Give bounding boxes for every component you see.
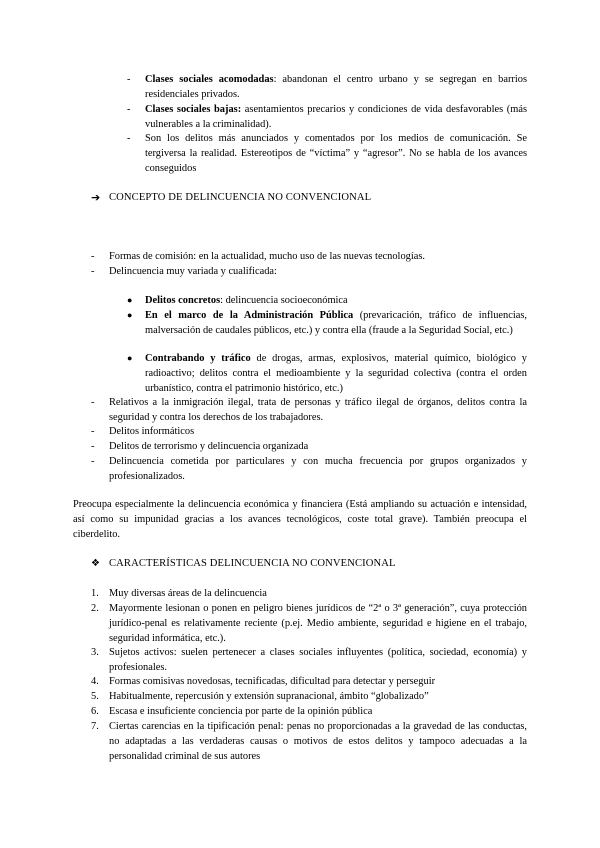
dash-marker: -	[91, 441, 95, 452]
list-item: Escasa e insuficiente conciencia por parte de la opinión pública	[109, 706, 373, 717]
list-item-text: : delincuencia socioeconómica	[220, 295, 348, 306]
list-item	[145, 72, 527, 102]
list-number: 7.	[91, 721, 99, 732]
list-item-bold: Delitos concretos	[145, 295, 221, 306]
list-item: Ciertas carencias en la tipificación penal: penas no proporcionadas a la gravedad de las conductas, no adaptadas a las verdaderas causas o motivos de estos delitos y tampoco adecuadas a la personalidad criminal de sus autores	[109, 721, 527, 762]
diamond-icon: ❖	[91, 558, 100, 569]
dash-marker: -	[91, 251, 95, 262]
bullet-icon: ●	[127, 353, 133, 363]
list-item: Delitos informáticos	[109, 426, 195, 437]
dash-marker: -	[127, 74, 131, 85]
list-item-text: : abandonan el centro urbano y se segregan en barrios residenciales privados.	[145, 74, 527, 100]
list-item	[145, 351, 527, 396]
list-item: Delincuencia cometida por particulares y con mucha frecuencia por grupos organizados y profesionalizados.	[109, 456, 527, 482]
list-number: 3.	[91, 647, 99, 658]
bullet-icon: ●	[127, 310, 133, 320]
section-heading: CARACTERÍSTICAS DELINCUENCIA NO CONVENCIONAL	[109, 558, 396, 569]
list-number: 4.	[91, 676, 99, 687]
dash-marker: -	[127, 104, 131, 115]
list-item	[145, 293, 527, 308]
list-item: Delitos de terrorismo y delincuencia organizada	[109, 441, 309, 452]
body-paragraph: Preocupa especialmente la delincuencia económica y financiera (Está ampliando su actuación e intensidad, así como su impunidad gracias a los avances tecnológicos, coste total grave). También preocupa el ciberdelito.	[73, 499, 527, 540]
list-item-text: asentamientos precarios y condiciones de vida desfavorables (más vulnerables a la criminalidad).	[145, 104, 527, 130]
dash-marker: -	[91, 456, 95, 467]
list-item: Habitualmente, repercusión y extensión supranacional, ámbito “globalizado”	[109, 691, 429, 702]
list-item: Delincuencia muy variada y cualificada:	[109, 266, 277, 277]
dash-marker: -	[91, 266, 95, 277]
list-item: Relativos a la inmigración ilegal, trata de personas y tráfico ilegal de órganos, delitos contra la seguridad y contra los derechos de los trabajadores.	[109, 397, 527, 423]
list-item-text: (prevaricación, tráfico de influencias, malversación de caudales públicos, etc.) y contra ella (fraude a la Seguridad Social, etc.)	[145, 310, 527, 336]
list-item: Sujetos activos: suelen pertenecer a clases sociales influyentes (política, sociedad, economía) y profesionales.	[109, 647, 527, 673]
arrow-icon: ➔	[91, 191, 101, 204]
list-item	[145, 102, 527, 132]
dash-marker: -	[127, 133, 131, 144]
section-heading: CONCEPTO DE DELINCUENCIA NO CONVENCIONAL	[109, 192, 372, 203]
list-item-bold: En el marco de la Administración Pública	[145, 310, 354, 321]
list-item-text: Son los delitos más anunciados y comentados por los medios de comunicación. Se tergiversa la realidad. Estereotipos de “víctima” y “agresor”. No se habla de los avances conseguidos	[145, 133, 527, 174]
list-item: Muy diversas áreas de la delincuencia	[109, 588, 267, 599]
list-number: 2.	[91, 603, 99, 614]
list-item: Formas comisivas novedosas, tecnificadas, dificultad para detectar y perseguir	[109, 676, 436, 687]
list-number: 5.	[91, 691, 99, 702]
list-number: 1.	[91, 588, 99, 599]
dash-marker: -	[91, 426, 95, 437]
dash-marker: -	[91, 397, 95, 408]
list-item: Formas de comisión: en la actualidad, mucho uso de las nuevas tecnologías.	[109, 251, 425, 262]
list-item: Mayormente lesionan o ponen en peligro bienes jurídicos de “2ª o 3ª generación”, cuya protección jurídico-penal es relativamente reciente (p.ej. Medio ambiente, seguridad e higiene en el trabajo, seguridad informática, etc.).	[109, 603, 527, 644]
list-item-text: de drogas, armas, explosivos, material químico, biológico y radioactivo; delitos contra el medioambiente y la seguridad colectiva (contra el orden urbanístico, contra el patrimonio histórico, etc.)	[145, 353, 527, 394]
list-item	[145, 308, 527, 338]
list-item	[145, 131, 527, 176]
list-item-bold: Clases sociales acomodadas	[145, 74, 274, 85]
bullet-icon: ●	[127, 295, 133, 305]
list-item-bold: Contrabando y tráfico	[145, 353, 251, 364]
list-number: 6.	[91, 706, 99, 717]
list-item-bold: Clases sociales bajas:	[145, 104, 242, 115]
